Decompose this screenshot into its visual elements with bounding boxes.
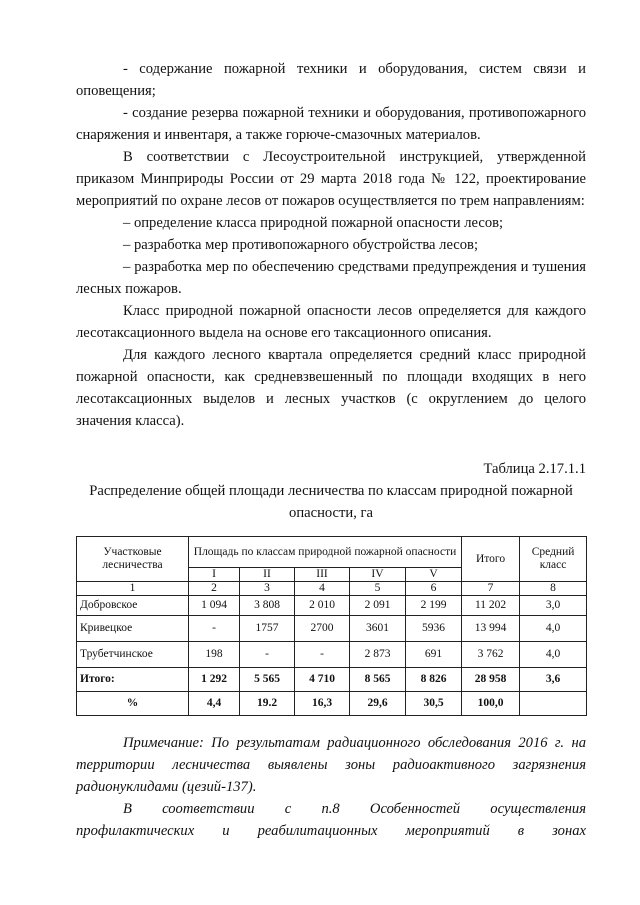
table-caption [76, 458, 586, 524]
cell: 2700 [295, 616, 350, 642]
column-number: 1 [77, 582, 189, 596]
header-class: V [406, 568, 462, 582]
total-cell: 3,6 [520, 668, 587, 692]
column-number: 2 [189, 582, 240, 596]
percent-cell: 19.2 [240, 692, 295, 716]
cell: 1757 [240, 616, 295, 642]
column-number: 5 [350, 582, 406, 596]
percent-label: % [77, 692, 189, 716]
table-header-row [77, 537, 587, 568]
header-total: Итого [462, 537, 520, 582]
note-text: Примечание: По результатам радиационного обследования 2016 г. на территории лесничества выявлены зоны радиоактивного загрязнения радионуклидами (цезий-137). [76, 735, 586, 795]
cell: 2 873 [350, 642, 406, 668]
cell: - [240, 642, 295, 668]
column-number: 6 [406, 582, 462, 596]
table-row [77, 596, 587, 616]
header-area-group: Площадь по классам природной пожарной опасности [189, 537, 462, 568]
cell: 4,0 [520, 642, 587, 668]
header-avg-class: Средний класс [520, 537, 587, 582]
body-text [76, 58, 586, 432]
cell: Добровское [77, 596, 189, 616]
cell: 2 199 [406, 596, 462, 616]
total-cell: 8 826 [406, 668, 462, 692]
cell: - [189, 616, 240, 642]
percent-cell [520, 692, 587, 716]
paragraph: Для каждого лесного квартала определяется средний класс природной пожарной опасности, как средневзвешенный по площади входящих в него лесотаксационных выделов и лесных участков (с округлением до целого значения класса). [76, 347, 586, 429]
column-number: 7 [462, 582, 520, 596]
paragraph: – разработка мер по обеспечению средствами предупреждения и тушения лесных пожаров. [76, 259, 586, 297]
paragraph: Класс природной пожарной опасности лесов определяется для каждого лесотаксационного выдела на основе его таксационного описания. [76, 303, 586, 341]
note-continuation: профилактических и реабилитационных мероприятий в зонах [76, 823, 586, 839]
cell: 2 091 [350, 596, 406, 616]
paragraph: - создание резерва пожарной техники и оборудования, противопожарного снаряжения и инвентаря, а также горюче-смазочных материалов. [76, 105, 586, 143]
percent-cell: 100,0 [462, 692, 520, 716]
total-cell: 1 292 [189, 668, 240, 692]
percent-cell: 29,6 [350, 692, 406, 716]
cell: 3 808 [240, 596, 295, 616]
header-class: II [240, 568, 295, 582]
paragraph: - содержание пожарной техники и оборудования, систем связи и оповещения; [76, 61, 586, 99]
cell: 4,0 [520, 616, 587, 642]
percent-cell: 30,5 [406, 692, 462, 716]
note-continuation: В соответствии с п.8 Особенностей осуществления [123, 801, 586, 817]
cell: 1 094 [189, 596, 240, 616]
table-row [77, 616, 587, 642]
cell: Трубетчинское [77, 642, 189, 668]
column-number: 8 [520, 582, 587, 596]
table-number: Таблица 2.17.1.1 [483, 461, 586, 477]
cell: 5936 [406, 616, 462, 642]
cell: 3 762 [462, 642, 520, 668]
header-class: III [295, 568, 350, 582]
table-number-row [77, 582, 587, 596]
paragraph: – определение класса природной пожарной опасности лесов; [123, 215, 504, 231]
table-total-row [77, 668, 587, 692]
column-number: 4 [295, 582, 350, 596]
total-label: Итого: [77, 668, 189, 692]
cell: 11 202 [462, 596, 520, 616]
cell: 3601 [350, 616, 406, 642]
percent-cell: 16,3 [295, 692, 350, 716]
paragraph: – разработка мер противопожарного обустройства лесов; [123, 237, 479, 253]
header-class: I [189, 568, 240, 582]
total-cell: 5 565 [240, 668, 295, 692]
note-block [76, 732, 586, 842]
header-district: Участковые лесничества [77, 537, 189, 582]
paragraph: В соответствии с Лесоустроительной инструкцией, утвержденной приказом Минприроды России от 29 марта 2018 года № 122, проектирование мероприятий по охране лесов от пожаров осуществляется по трем направлениям: [76, 149, 586, 209]
cell: 3,0 [520, 596, 587, 616]
table-percent-row [77, 692, 587, 716]
table-row [77, 642, 587, 668]
cell: Кривецкое [77, 616, 189, 642]
cell: 691 [406, 642, 462, 668]
fire-class-table [76, 536, 587, 716]
column-number: 3 [240, 582, 295, 596]
total-cell: 8 565 [350, 668, 406, 692]
cell: - [295, 642, 350, 668]
total-cell: 28 958 [462, 668, 520, 692]
percent-cell: 4,4 [189, 692, 240, 716]
header-class: IV [350, 568, 406, 582]
cell: 198 [189, 642, 240, 668]
cell: 13 994 [462, 616, 520, 642]
cell: 2 010 [295, 596, 350, 616]
total-cell: 4 710 [295, 668, 350, 692]
table-title: Распределение общей площади лесничества по классам природной пожарной опасности, га [89, 483, 573, 521]
